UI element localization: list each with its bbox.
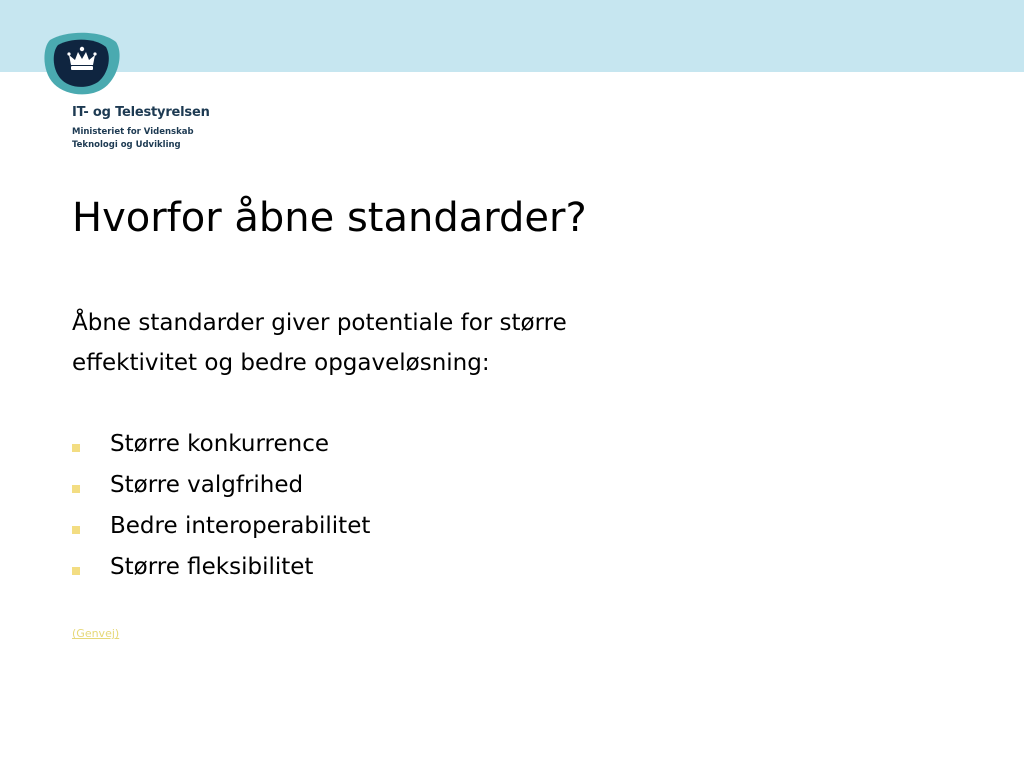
org-name: IT- og Telestyrelsen [72,105,210,120]
bullet-item [72,547,370,588]
intro-text [72,303,832,383]
square-bullet-icon [72,485,80,493]
bullet-item [72,506,370,547]
org-subtitle-line1: Ministeriet for Videnskab [72,127,194,137]
org-logo [44,32,244,162]
square-bullet-icon [72,567,80,575]
bullet-text: Bedre interoperabilitet [110,513,371,539]
shortcut-link[interactable]: (Genvej) [72,627,120,640]
bullet-item [72,465,370,506]
bullet-text: Større fleksibilitet [110,554,314,580]
bullet-item [72,424,370,465]
square-bullet-icon [72,444,80,452]
org-subtitle-line2: Teknologi og Udvikling [72,140,181,150]
slide-title: Hvorfor åbne standarder? [72,195,587,241]
intro-line-2: effektivitet og bedre opgaveløsning: [72,350,490,376]
crown-shield-emblem-icon [44,32,120,96]
bullet-text: Større valgfrihed [110,472,304,498]
square-bullet-icon [72,526,80,534]
bullet-list [72,424,370,588]
intro-line-1: Åbne standarder giver potentiale for større [72,310,567,336]
bullet-text: Større konkurrence [110,431,330,457]
